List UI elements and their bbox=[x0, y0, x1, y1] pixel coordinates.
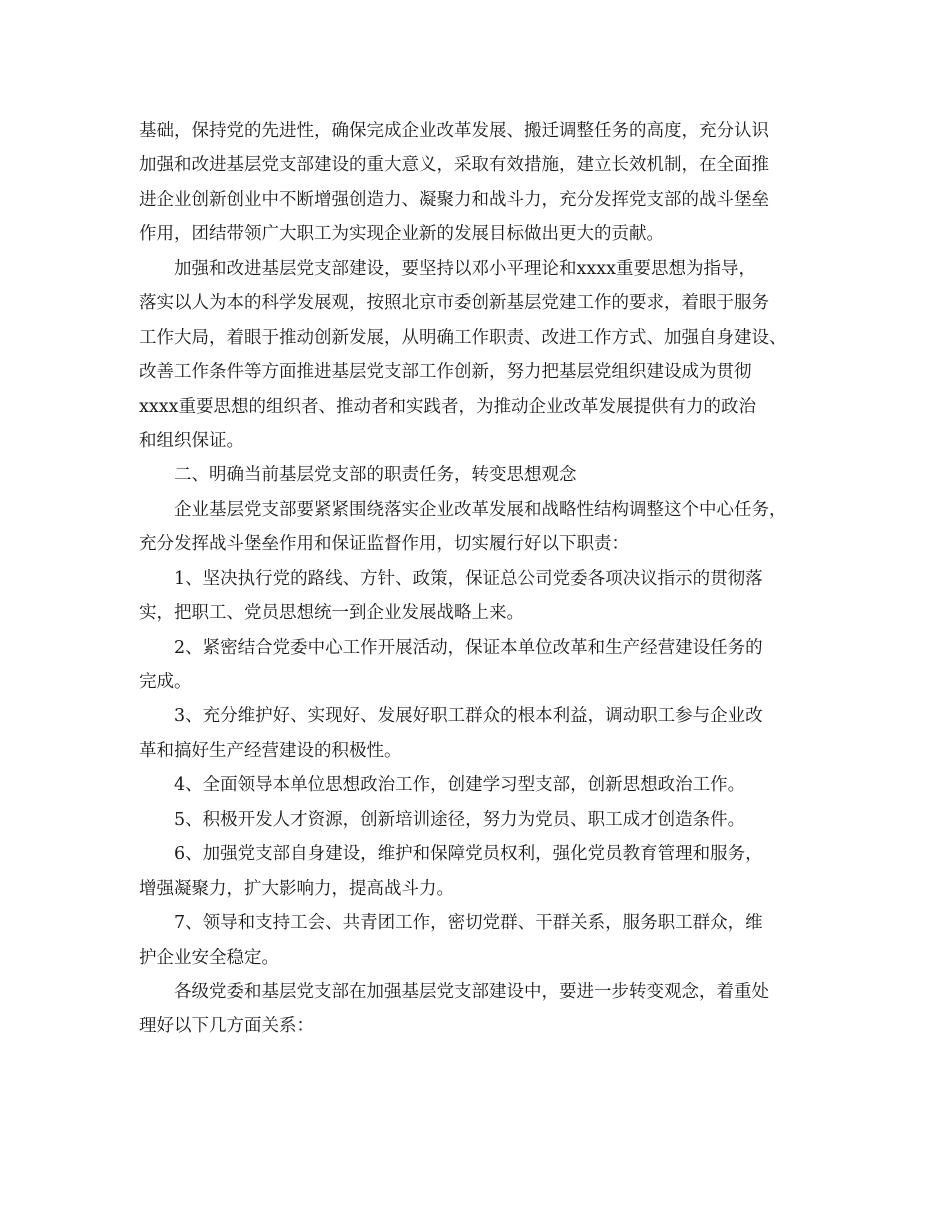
paragraph-relationships-intro bbox=[139, 975, 839, 1044]
list-item-duty-4 bbox=[139, 768, 839, 802]
list-item-duty-5 bbox=[139, 803, 839, 837]
text-line: 3、充分维护好、实现好、发展好职工群众的根本利益，调动职工参与企业改 bbox=[174, 706, 763, 727]
paragraph-continuation bbox=[139, 114, 839, 252]
text-line: 6、加强党支部自身建设，维护和保障党员权利，强化党员教育管理和服务， bbox=[174, 844, 763, 865]
list-item-duty-6 bbox=[139, 837, 839, 906]
text-line: 实，把职工、党员思想统一到企业发展战略上来。 bbox=[139, 603, 524, 624]
text-line: 各级党委和基层党支部在加强基层党支部建设中，要进一步转变观念，着重处 bbox=[174, 981, 769, 1002]
text-line: 4、全面领导本单位思想政治工作，创建学习型支部，创新思想政治工作。 bbox=[174, 775, 746, 796]
text-line: 进企业创新创业中不断增强创造力、凝聚力和战斗力，充分发挥党支部的战斗堡垒 bbox=[139, 189, 769, 210]
paragraph-duties-intro bbox=[139, 493, 839, 562]
text-line: 基础，保持党的先进性，确保完成企业改革发展、搬迁调整任务的高度，充分认识 bbox=[139, 121, 769, 141]
list-item-duty-7 bbox=[139, 906, 839, 975]
text-line: 完成。 bbox=[139, 672, 192, 692]
text-line: 落实以人为本的科学发展观，按照北京市委创新基层党建工作的要求，着眼于服务 bbox=[139, 293, 769, 314]
section-heading-text: 二、明确当前基层党支部的职责任务，转变思想观念 bbox=[174, 465, 577, 486]
text-line: 改善工作条件等方面推进基层党支部工作创新，努力把基层党组织建设成为贯彻 bbox=[139, 362, 752, 383]
text-line: 加强和改进基层党支部建设的重大意义，采取有效措施，建立长效机制，在全面推 bbox=[139, 155, 769, 176]
text-line: 工作大局，着眼于推动创新发展，从明确工作职责、改进工作方式、加强自身建设、 bbox=[139, 327, 787, 348]
text-line: xxxx重要思想的组织者、推动者和实践者，为推动企业改革发展提供有力的政治 bbox=[139, 396, 756, 417]
text-line: 充分发挥战斗堡垒作用和保证监督作用，切实履行好以下职责： bbox=[139, 534, 629, 555]
text-line: 护企业安全稳定。 bbox=[139, 947, 279, 968]
text-line: 1、坚决执行党的路线、方针、政策，保证总公司党委各项决议指示的贯彻落 bbox=[174, 568, 763, 589]
paragraph-guiding-principle bbox=[139, 252, 839, 459]
text-line: 2、紧密结合党委中心工作开展活动，保证本单位改革和生产经营建设任务的 bbox=[174, 637, 763, 658]
list-item-duty-3 bbox=[139, 699, 839, 768]
text-line: 革和搞好生产经营建设的积极性。 bbox=[139, 740, 402, 761]
document-body bbox=[139, 114, 839, 1044]
text-line: 加强和改进基层党支部建设，要坚持以邓小平理论和xxxx重要思想为指导， bbox=[174, 258, 756, 279]
text-line: 作用，团结带领广大职工为实现企业新的发展目标做出更大的贡献。 bbox=[139, 224, 664, 245]
list-item-duty-1 bbox=[139, 562, 839, 631]
text-line: 企业基层党支部要紧紧围绕落实企业改革发展和战略性结构调整这个中心任务， bbox=[174, 499, 787, 520]
text-line: 5、积极开发人才资源，创新培训途径，努力为党员、职工成才创造条件。 bbox=[174, 809, 746, 830]
list-item-duty-2 bbox=[139, 631, 839, 700]
text-line: 理好以下几方面关系： bbox=[139, 1016, 314, 1037]
text-line: 增强凝聚力，扩大影响力，提高战斗力。 bbox=[139, 878, 454, 899]
text-line: 和组织保证。 bbox=[139, 430, 244, 451]
section-heading-2 bbox=[139, 458, 839, 492]
text-line: 7、领导和支持工会、共青团工作，密切党群、干群关系，服务职工群众，维 bbox=[174, 913, 763, 934]
